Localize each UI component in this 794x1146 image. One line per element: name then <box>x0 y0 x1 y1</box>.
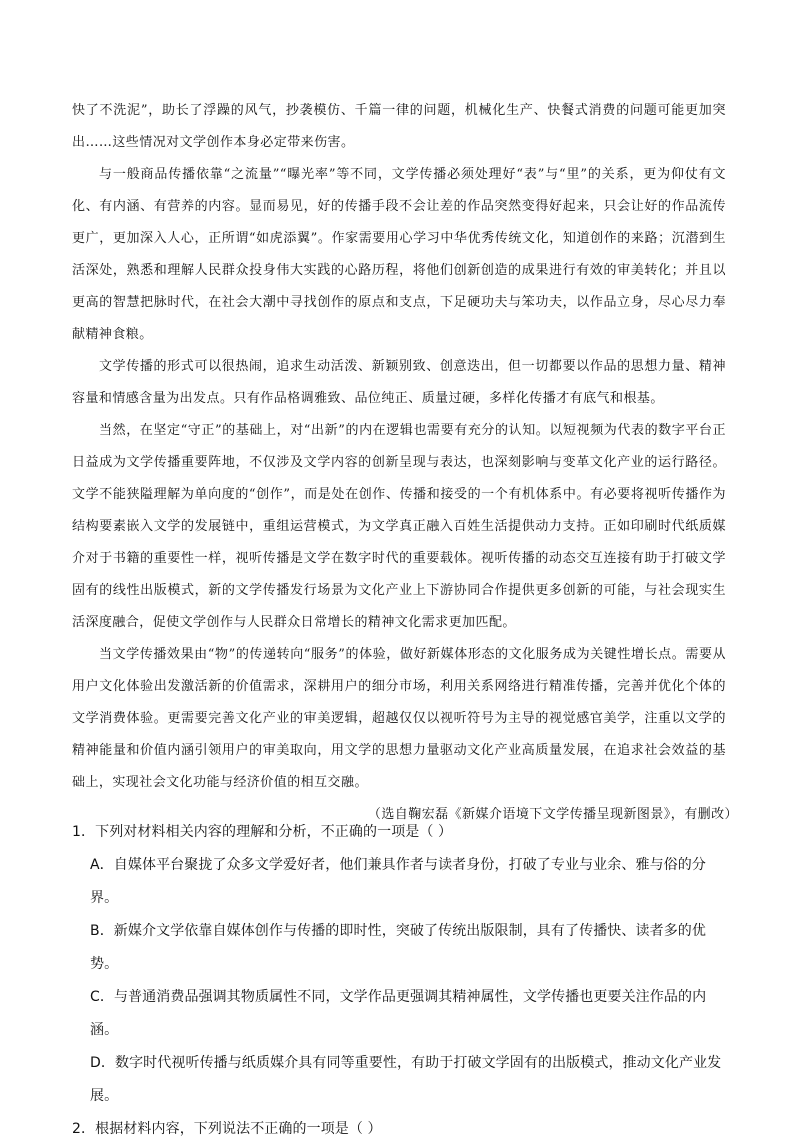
question-1-option-d: D．数字时代视听传播与纸质媒介具有同等重要性，有助于打破文学固有的出版模式，推动文化产业发展。 <box>90 1055 722 1104</box>
passage-paragraph-5: 当文学传播效果由“物”的传递转向“服务”的体验，做好新媒体形态的文化服务成为关键性增长点。需要从用户文化体验出发激活新的价值需求，深耕用户的细分市场，利用关系网络进行精准传播，完善并优化个体的文学消费体验。更需要完善文化产业的审美逻辑，超越仅仅以视听符号为主导的视觉感官美学，注重以文学的精神能量和价值内涵引领用户的审美取向，用文学的思想力量驱动文化产业高质量发展，在追求社会效益的基础上，实现社会文化功能与经济价值的相互交融。 <box>72 647 726 790</box>
passage-source: （选自鞠宏磊《新媒介语境下文学传播呈现新图景》，有删改） <box>367 807 738 822</box>
passage-paragraph-2: 与一般商品传播依靠“之流量”“曝光率”等不同，文学传播必须处理好“表”与“里”的关系，更为仰仗有文化、有内涵、有营养的内容。显而易见，好的传播手段不会让差的作品突然变得好起来，只会让好的作品流传更广，更加深入人心，正所谓“如虎添翼”。作家需要用心学习中华优秀传统文化，知道创作的来路；沉潜到生活深处，熟悉和理解人民群众投身伟大实践的心路历程，将他们创新创造的成果进行有效的审美转化；并且以更高的智慧把脉时代，在社会大潮中寻找创作的原点和支点，下足硬功夫与笨功夫，以作品立身，尽心尽力奉献精神食粮。 <box>72 167 726 342</box>
reading-passage <box>72 95 738 831</box>
passage-paragraph-1: 快了不洗泥”，助长了浮躁的风气，抄袭模仿、千篇一律的问题，机械化生产、快餐式消费的问题可能更加突出……这些情况对文学创作本身必定带来伤害。 <box>72 103 726 150</box>
question-2-stem: 2．根据材料内容，下列说法不正确的一项是（ ） <box>72 1121 382 1137</box>
question-1-stem: 1．下列对材料相关内容的理解和分析，不正确的一项是（ ） <box>72 824 453 840</box>
question-1-option-c: C．与普通消费品强调其物质属性不同，文学作品更强调其精神属性，文学传播也更要关注作品的内涵。 <box>90 989 707 1038</box>
question-1-option-a: A．自媒体平台聚拢了众多文学爱好者，他们兼具作者与读者身份，打破了专业与业余、雅与俗的分界。 <box>90 857 706 906</box>
question-1-option-b: B．新媒介文学依靠自媒体创作与传播的即时性，突破了传统出版限制，具有了传播快、读者多的优势。 <box>90 923 707 972</box>
passage-paragraph-3: 文学传播的形式可以很热闹，追求生动活泼、新颖别致、创意迭出，但一切都要以作品的思想力量、精神容量和情感含量为出发点。只有作品格调雅致、品位纯正、质量过硬，多样化传播才有底气和根基。 <box>72 359 726 406</box>
passage-paragraph-4: 当然，在坚定“守正”的基础上，对“出新”的内在逻辑也需要有充分的认知。以短视频为代表的数字平台正日益成为文学传播重要阵地，不仅涉及文学内容的创新呈现与表达，也深刻影响与变革文化产业的运行路径。文学不能狭隘理解为单向度的“创作”，而是处在创作、传播和接受的一个有机体系中。有必要将视听传播作为结构要素嵌入文学的发展链中，重组运营模式，为文学真正融入百姓生活提供动力支持。正如印刷时代纸质媒介对于书籍的重要性一样，视听传播是文学在数字时代的重要载体。视听传播的动态交互连接有助于打破文学固有的线性出版模式，新的文学传播发行场景为文化产业上下游协同合作提供更多创新的可能，与社会现实生活深度融合，促使文学创作与人民群众日常增长的精神文化需求更加匹配。 <box>72 423 726 630</box>
question-section <box>72 816 730 1146</box>
